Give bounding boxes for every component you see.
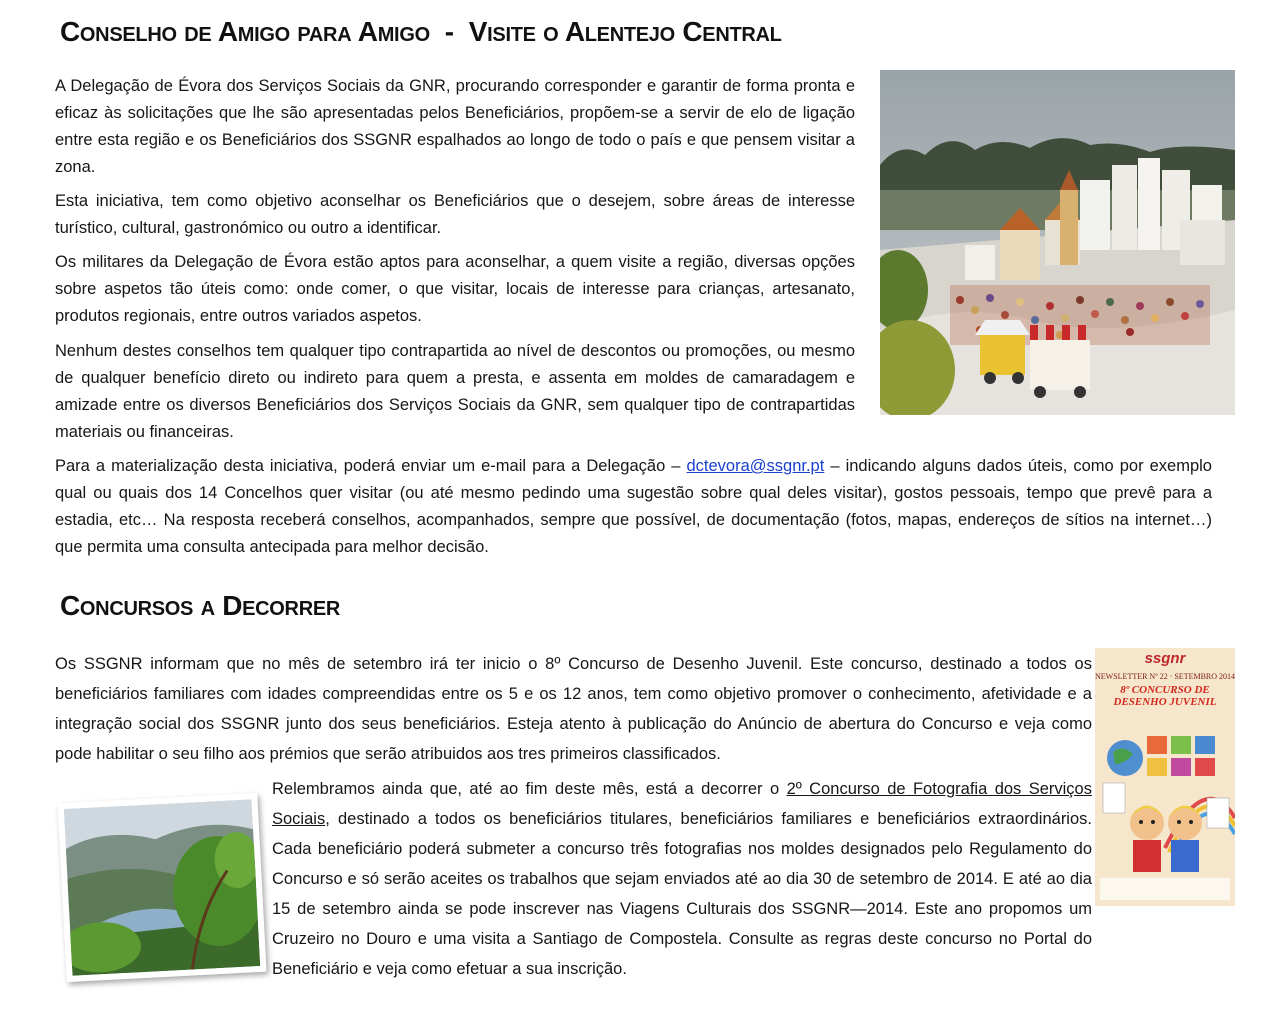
miniature-village-image bbox=[880, 70, 1235, 415]
poster-title: 8º CONCURSO DE DESENHO JUVENIL bbox=[1113, 684, 1217, 708]
email-outro-text: – indicando alguns dados úteis, como por exemplo qual ou quais dos 14 Concelhos quer visitar (ou até mesmo pedindo uma sugestão sobre qual deles visitar), gostos pessoais, tempo que prevê para a estadia, etc… Na resposta receberá conselhos, acompanhados, sempre que possível, de documentação (fotos, mapas, endereços de sítios na internet…) que permita uma consulta antecipada para melhor decisão. bbox=[55, 457, 1212, 556]
conselho-paragraph-5 bbox=[55, 453, 1212, 561]
section-title-conselho: Conselho de Amigo para Amigo - Visite o Alentejo Central bbox=[60, 16, 782, 47]
conselho-paragraph-2: Esta iniciativa, tem como objetivo aconselhar os Beneficiários que o desejem, sobre áreas de interesse turístico, cultural, gastronómico ou outro a identificar. bbox=[55, 192, 855, 237]
concurso-fotografia-paragraph bbox=[272, 774, 1092, 984]
email-link[interactable]: dctevora@ssgnr.pt bbox=[686, 457, 825, 475]
section-title-concursos: Concursos a Decorrer bbox=[60, 590, 341, 621]
concurso-fotografia-link[interactable]: 2º Concurso de Fotografia dos Serviços Sociais bbox=[272, 780, 1092, 828]
douro-vineyard-image bbox=[64, 799, 260, 976]
fotografia-intro-text: Relembramos ainda que, até ao fim deste mês, está a decorrer o bbox=[272, 780, 787, 798]
poster-newsletter-label: NEWSLETTER Nº 22 · SETEMBRO 2014 bbox=[1095, 672, 1236, 681]
concurso-desenho-paragraph: Os SSGNR informam que no mês de setembro irá ter inicio o 8º Concurso de Desenho Juvenil. Este concurso, destinado a todos os beneficiários familiares com idades compreendidas entre os 5 e os 12 anos, tem como objetivo promover o conhecimento, afetividade e a integração social dos SSGNR junto dos seus beneficiários. Esteja atento à publicação do Anúncio de abertura do Concurso e veja como pode habilitar o seu filho aos prémios que serão atribuidos aos tres primeiros classificados. bbox=[55, 655, 1092, 763]
conselho-paragraph-1: A Delegação de Évora dos Serviços Sociais da GNR, procurando corresponder e garantir de forma pronta e eficaz às solicitações que lhe são apresentadas pelos Beneficiários, propõem-se a servir de elo de ligação entre esta região e os Beneficiários dos SSGNR espalhados ao longo de todo o país e que pensem visitar a zona. bbox=[55, 77, 855, 176]
email-intro-text: Para a materialização desta iniciativa, poderá enviar um e-mail para a Delegação – bbox=[55, 457, 687, 475]
miniature-village-photo bbox=[880, 70, 1235, 415]
poster-brand: ssgnr bbox=[1144, 650, 1186, 667]
fotografia-body-text: , destinado a todos os beneficiários titulares, beneficiários familiares e beneficiários extraordinários. Cada beneficiário poderá submeter a concurso três fotografias nos moldes designados pelo Regulamento do Concurso e só serão aceites os trabalhos que sejam enviados até ao dia 30 de setembro de 2014. E até ao dia 15 de setembro ainda se pode inscrever nas Viagens Culturais dos SSGNR—2014. Este ano propomos um Cruzeiro no Douro e uma visita a Santiago de Compostela. Consulte as regras deste concurso no Portal do Beneficiário e veja como efetuar a sua inscrição. bbox=[272, 810, 1092, 978]
douro-vineyard-photo bbox=[57, 793, 266, 982]
conselho-paragraph-3: Os militares da Delegação de Évora estão aptos para aconselhar, a quem visite a região, diversas opções sobre aspetos tão úteis como: onde comer, o que visitar, locais de interesse para crianças, artesanato, produtos regionais, entre outros variados aspetos. bbox=[55, 253, 855, 325]
newsletter-poster bbox=[1095, 648, 1235, 906]
conselho-paragraph-4: Nenhum destes conselhos tem qualquer tipo contrapartida ao nível de descontos ou promoções, ou mesmo de qualquer benefício direto ou indireto para quem a presta, e assenta em moldes de camaradagem e amizade entre os diversos Beneficiários dos Serviços Sociais da GNR, sem qualquer tipo de contrapartidas materiais ou financeiras. bbox=[55, 342, 855, 441]
